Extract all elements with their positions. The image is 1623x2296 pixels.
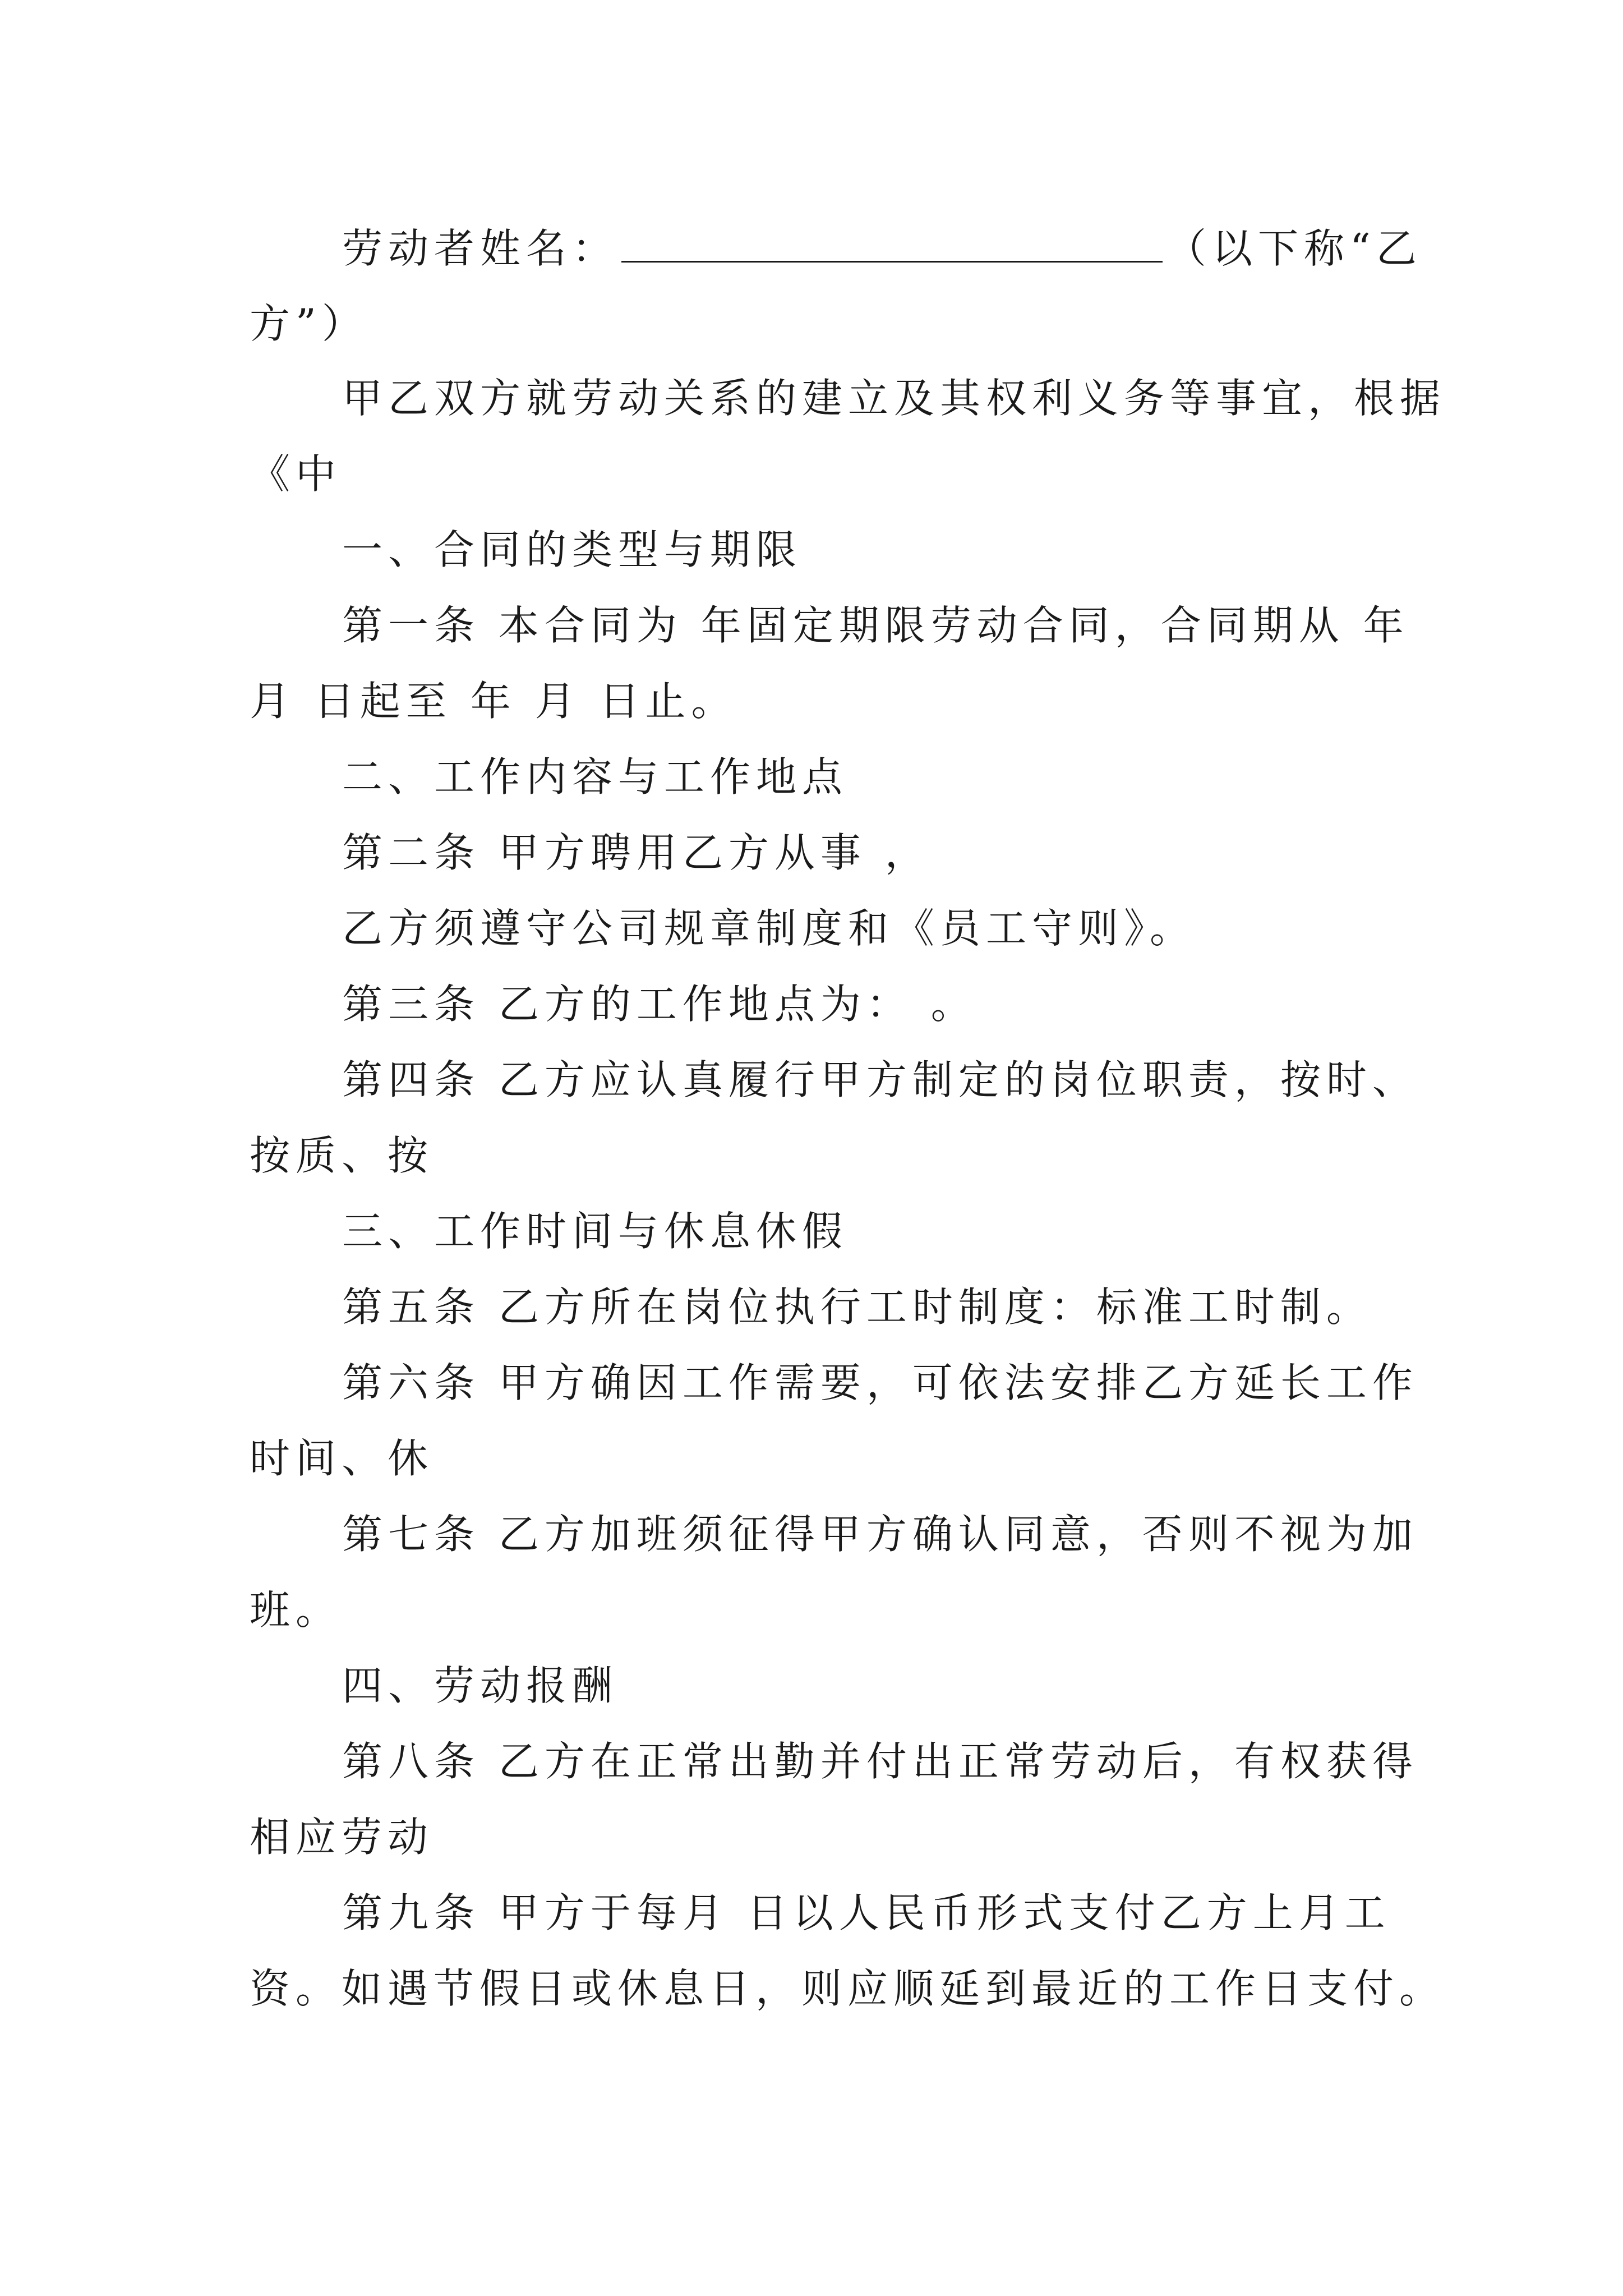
- clause-line: 第一条 本合同为 年固定期限劳动合同，合同期从 年: [342, 602, 1409, 649]
- clause-line: 资。如遇节假日或休息日，则应顺延到最近的工作日支付。: [250, 1965, 1446, 2012]
- clause-line: 时间、休: [250, 1435, 434, 1482]
- clause-line: 第九条 甲方于每月 日以人民币形式支付乙方上月工: [342, 1889, 1391, 1936]
- clause-line: 月 日起至 年 月 日止。: [250, 678, 737, 725]
- worker-name-label: 劳动者姓名：: [342, 225, 619, 272]
- worker-name-line: [342, 222, 1422, 274]
- worker-name-suffix: （以下称“乙: [1166, 225, 1422, 272]
- preamble-line: 《中: [250, 450, 342, 498]
- section-heading: 三、工作时间与休息休假: [342, 1208, 849, 1255]
- clause-line: 班。: [250, 1586, 342, 1634]
- section-heading: 四、劳动报酬: [342, 1662, 619, 1709]
- clause-line: 第四条 乙方应认真履行甲方制定的岗位职责，按时、: [342, 1056, 1418, 1103]
- clause-line: 按质、按: [250, 1132, 434, 1179]
- clause-line: 第六条 甲方确因工作需要，可依法安排乙方延长工作: [342, 1359, 1418, 1406]
- preamble-line: 甲乙双方就劳动关系的建立及其权利义务等事宜，根据: [342, 375, 1446, 422]
- clause-line: 第七条 乙方加班须征得甲方确认同意，否则不视为加: [342, 1511, 1418, 1558]
- clause-line: 第五条 乙方所在岗位执行工时制度：标准工时制。: [342, 1283, 1372, 1331]
- clause-line: 第二条 甲方聘用乙方从事 ，: [342, 829, 931, 876]
- section-heading: 一、合同的类型与期限: [342, 526, 803, 573]
- clause-line: 第三条 乙方的工作地点为： 。: [342, 981, 977, 1028]
- clause-line: 相应劳动: [250, 1814, 434, 1861]
- clause-line: 乙方须遵守公司规章制度和《员工守则》。: [342, 905, 1196, 952]
- clause-line: 第八条 乙方在正常出勤并付出正常劳动后，有权获得: [342, 1738, 1418, 1785]
- text-line: 方”）: [250, 300, 368, 347]
- worker-name-blank[interactable]: [621, 222, 1163, 263]
- section-heading: 二、工作内容与工作地点: [342, 753, 849, 800]
